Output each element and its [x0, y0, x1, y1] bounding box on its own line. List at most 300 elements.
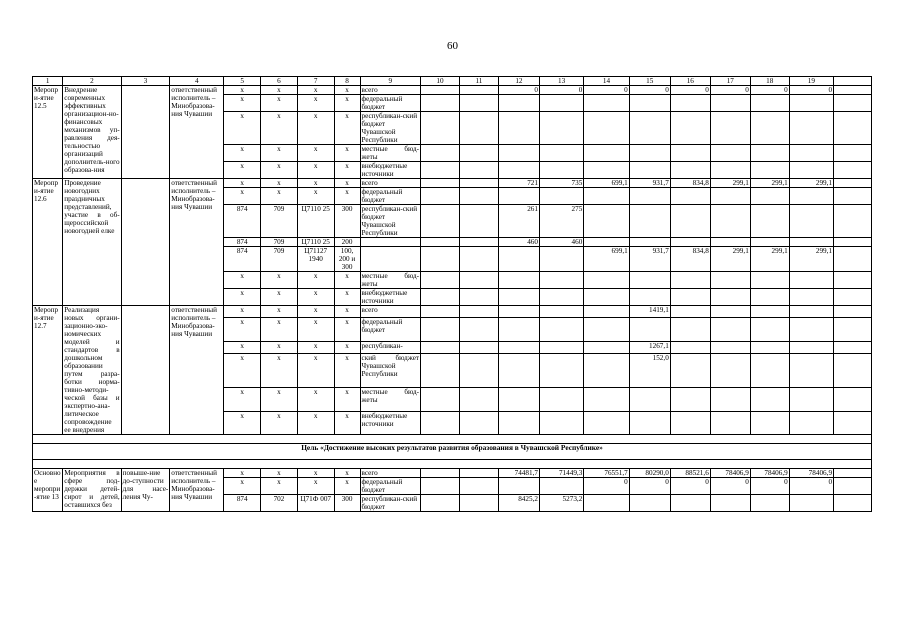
funding-source: [360, 247, 421, 272]
amount-col-13: [539, 354, 583, 388]
amount-col-13: 0: [539, 86, 583, 95]
column-number-11: 11: [459, 77, 498, 86]
column-extra: [834, 179, 872, 188]
amount-col-16: [670, 145, 710, 162]
funding-source: федеральный бюджет: [360, 478, 421, 495]
grbs-code: x: [224, 95, 261, 112]
amount-col-11: [459, 289, 498, 306]
measure-result: [121, 306, 170, 435]
amount-col-16: 0: [670, 478, 710, 495]
target-article: x: [297, 188, 334, 205]
amount-col-12: [498, 112, 539, 145]
column-number-5: 5: [224, 77, 261, 86]
amount-col-15: 0: [629, 478, 670, 495]
expense-type: x: [334, 306, 360, 318]
amount-col-14: [584, 411, 629, 434]
amount-col-19: [789, 272, 833, 289]
funding-source: федеральный бюджет: [360, 318, 421, 341]
amount-col-11: [459, 306, 498, 318]
amount-col-10: [421, 478, 460, 495]
column-extra: [834, 205, 872, 238]
grbs-code: x: [224, 341, 261, 353]
amount-col-19: [789, 495, 833, 512]
goal-row: [33, 444, 872, 460]
amount-col-15: 1267,1: [629, 341, 670, 353]
amount-col-11: [459, 205, 498, 238]
amount-col-10: [421, 318, 460, 341]
grbs-code: x: [224, 162, 261, 179]
grbs-code: x: [224, 272, 261, 289]
amount-col-13: [539, 95, 583, 112]
grbs-code: x: [224, 179, 261, 188]
measure-executor: ответственный исполнитель – Минобразова-ния Чувашии: [170, 306, 224, 435]
amount-col-14: [584, 95, 629, 112]
column-extra: [834, 495, 872, 512]
amount-col-18: [750, 411, 789, 434]
expense-type: x: [334, 86, 360, 95]
amount-col-11: [459, 188, 498, 205]
amount-col-19: [789, 306, 833, 318]
column-number-4: 4: [170, 77, 224, 86]
funding-source: всего: [360, 179, 421, 188]
amount-col-10: [421, 495, 460, 512]
target-article: Ц7110 25: [297, 205, 334, 238]
measure-result: повыше-ние до-ступности для насе-ления Чу-: [121, 469, 170, 512]
amount-col-16: 0: [670, 86, 710, 95]
amount-col-14: [584, 495, 629, 512]
amount-col-11: [459, 478, 498, 495]
expense-type: x: [334, 112, 360, 145]
funding-source: республикан-: [360, 341, 421, 353]
amount-col-14: 0: [584, 86, 629, 95]
column-number-9: 9: [360, 77, 421, 86]
target-article: x: [297, 112, 334, 145]
amount-col-19: [789, 388, 833, 411]
amount-col-10: [421, 341, 460, 353]
grbs-code: 874: [224, 495, 261, 512]
amount-col-14: [584, 145, 629, 162]
measure-result: [121, 179, 170, 306]
target-article: x: [297, 289, 334, 306]
column-number-8: 8: [334, 77, 360, 86]
section-code: 709: [261, 238, 298, 247]
column-number-13: 13: [539, 77, 583, 86]
section-code: x: [261, 388, 298, 411]
amount-col-14: 76551,7: [584, 469, 629, 478]
amount-col-19: [789, 318, 833, 341]
grbs-code: x: [224, 289, 261, 306]
target-article: x: [297, 306, 334, 318]
section-code: x: [261, 306, 298, 318]
amount-col-12: 74481,7: [498, 469, 539, 478]
amount-col-15: 931,7: [629, 247, 670, 272]
grbs-code: 874: [224, 205, 261, 238]
amount-col-16: [670, 341, 710, 353]
amount-col-10: [421, 247, 460, 272]
amount-col-17: 299,1: [710, 247, 750, 272]
amount-col-18: [750, 112, 789, 145]
amount-col-13: [539, 162, 583, 179]
amount-col-13: [539, 145, 583, 162]
amount-col-14: [584, 306, 629, 318]
amount-col-12: [498, 145, 539, 162]
amount-col-17: [710, 495, 750, 512]
amount-col-16: [670, 95, 710, 112]
funding-source: местные бюд-жеты: [361, 145, 420, 161]
amount-col-18: 299,1: [750, 247, 789, 272]
column-extra: [834, 469, 872, 478]
amount-col-19: 299,1: [789, 247, 833, 272]
expense-type: x: [334, 318, 360, 341]
amount-col-16: [670, 306, 710, 318]
amount-col-17: [710, 95, 750, 112]
amount-col-13: [539, 341, 583, 353]
amount-col-13: 460: [539, 238, 583, 247]
expense-type: x: [334, 179, 360, 188]
column-number-10: 10: [421, 77, 460, 86]
measure-code: Меропри-ятие 12.5: [33, 86, 63, 179]
amount-col-10: [421, 205, 460, 238]
amount-col-19: [789, 238, 833, 247]
expense-type: x: [334, 272, 360, 289]
amount-col-10: [421, 179, 460, 188]
amount-col-15: [629, 289, 670, 306]
amount-col-12: [498, 354, 539, 388]
amount-col-15: [629, 95, 670, 112]
target-article: x: [297, 318, 334, 341]
amount-col-16: [670, 411, 710, 434]
measure-executor: ответственный исполнитель – Минобразова-ния Чувашии: [170, 179, 224, 306]
target-article: x: [297, 179, 334, 188]
amount-col-12: 8425,2: [498, 495, 539, 512]
measure-code: Меропри-ятие 12.6: [33, 179, 63, 306]
expense-type: x: [334, 354, 360, 388]
target-article: x: [297, 341, 334, 353]
amount-col-15: [629, 272, 670, 289]
amount-col-12: 261: [498, 205, 539, 238]
funding-source: республикан-ский бюджет Чувашской Республики: [360, 205, 421, 238]
header-row: [33, 77, 872, 86]
amount-col-17: [710, 112, 750, 145]
section-code: x: [261, 341, 298, 353]
column-extra: [834, 95, 872, 112]
target-article: x: [297, 86, 334, 95]
amount-col-11: [459, 179, 498, 188]
column-number-6: 6: [261, 77, 298, 86]
amount-col-12: [498, 247, 539, 272]
column-number-3: 3: [121, 77, 170, 86]
amount-col-15: 152,0: [629, 354, 670, 388]
amount-col-10: [421, 95, 460, 112]
funding-source: местные бюд-жеты: [361, 272, 420, 288]
funding-source: всего: [360, 306, 421, 318]
target-article: x: [297, 354, 334, 388]
measure-result: [121, 86, 170, 179]
amount-col-13: [539, 272, 583, 289]
amount-col-11: [459, 469, 498, 478]
amount-col-19: [789, 112, 833, 145]
spacer-row: [33, 435, 872, 444]
amount-col-19: 0: [789, 86, 833, 95]
amount-col-16: 834,8: [670, 179, 710, 188]
amount-col-17: 0: [710, 86, 750, 95]
amount-col-11: [459, 162, 498, 179]
amount-col-17: [710, 162, 750, 179]
amount-col-12: [498, 306, 539, 318]
column-extra: [834, 289, 872, 306]
amount-col-10: [421, 188, 460, 205]
column-extra: [834, 411, 872, 434]
column-extra: [834, 318, 872, 341]
amount-col-16: 88521,6: [670, 469, 710, 478]
amount-col-18: [750, 145, 789, 162]
section-code: x: [261, 318, 298, 341]
amount-col-10: [421, 112, 460, 145]
amount-col-17: [710, 411, 750, 434]
amount-col-16: [670, 289, 710, 306]
target-article: x: [297, 478, 334, 495]
amount-col-18: [750, 162, 789, 179]
amount-col-10: [421, 306, 460, 318]
target-article: x: [297, 162, 334, 179]
amount-col-10: [421, 411, 460, 434]
column-number-16: 16: [670, 77, 710, 86]
amount-col-11: [459, 495, 498, 512]
amount-col-11: [459, 86, 498, 95]
section-code: x: [261, 272, 298, 289]
column-extra: [834, 238, 872, 247]
amount-col-13: [539, 188, 583, 205]
target-article: x: [297, 95, 334, 112]
amount-col-19: [789, 145, 833, 162]
amount-col-14: [584, 188, 629, 205]
funding-source: федеральный бюджет: [360, 188, 421, 205]
amount-col-18: [750, 205, 789, 238]
amount-col-13: [539, 388, 583, 411]
amount-col-19: 299,1: [789, 179, 833, 188]
amount-col-19: 0: [789, 478, 833, 495]
amount-col-12: 721: [498, 179, 539, 188]
measure-code: Основное меропри-ятие 13: [33, 469, 63, 512]
column-extra: [834, 112, 872, 145]
amount-col-15: 1419,1: [629, 306, 670, 318]
grbs-code: x: [224, 354, 261, 388]
amount-col-12: [498, 388, 539, 411]
amount-col-15: 931,7: [629, 179, 670, 188]
amount-col-15: [629, 388, 670, 411]
page-number: 60: [447, 40, 458, 52]
amount-col-15: 0: [629, 86, 670, 95]
column-number-18: 18: [750, 77, 789, 86]
amount-col-14: 699,1: [584, 247, 629, 272]
amount-col-13: [539, 289, 583, 306]
section-code: x: [261, 188, 298, 205]
column-extra: [834, 188, 872, 205]
amount-col-14: [584, 112, 629, 145]
amount-col-12: [498, 95, 539, 112]
amount-col-18: [750, 188, 789, 205]
measure-executor: ответственный исполнитель – Минобразова-ния Чувашии: [170, 469, 224, 512]
amount-col-15: [629, 205, 670, 238]
amount-col-18: [750, 289, 789, 306]
amount-col-11: [459, 388, 498, 411]
amount-col-11: [459, 95, 498, 112]
measure-executor: ответственный исполнитель – Минобразова-ния Чувашии: [170, 86, 224, 179]
grbs-code: x: [224, 112, 261, 145]
spacer-cell: [33, 460, 872, 469]
grbs-code: x: [224, 188, 261, 205]
amount-col-17: [710, 318, 750, 341]
column-number-12: 12: [498, 77, 539, 86]
amount-col-17: [710, 341, 750, 353]
amount-col-17: [710, 306, 750, 318]
column-number-17: 17: [710, 77, 750, 86]
amount-col-16: [670, 188, 710, 205]
column-number-14: 14: [584, 77, 629, 86]
column-number-19: 19: [789, 77, 833, 86]
column-number-15: 15: [629, 77, 670, 86]
section-code: x: [261, 478, 298, 495]
table-row: [33, 306, 872, 318]
target-article: x: [297, 145, 334, 162]
goal-title: Цель «Достижение высоких результатов развития образования в Чувашской Республике»: [33, 444, 872, 460]
amount-col-12: [498, 341, 539, 353]
amount-col-17: [710, 188, 750, 205]
amount-col-14: [584, 318, 629, 341]
amount-col-16: 834,8: [670, 247, 710, 272]
grbs-code: x: [224, 86, 261, 95]
expense-type: x: [334, 411, 360, 434]
amount-col-16: [670, 495, 710, 512]
amount-col-12: 0: [498, 86, 539, 95]
funding-source: [360, 238, 421, 247]
amount-col-15: [629, 162, 670, 179]
amount-col-13: [539, 112, 583, 145]
section-code: x: [261, 86, 298, 95]
amount-col-12: [498, 318, 539, 341]
amount-col-11: [459, 112, 498, 145]
amount-col-11: [459, 272, 498, 289]
amount-col-15: [629, 318, 670, 341]
amount-col-18: [750, 388, 789, 411]
section-code: x: [261, 162, 298, 179]
amount-col-13: [539, 411, 583, 434]
amount-col-18: [750, 238, 789, 247]
amount-col-19: [789, 162, 833, 179]
amount-col-18: 78406,9: [750, 469, 789, 478]
column-extra: [834, 145, 872, 162]
column-extra: [834, 272, 872, 289]
expense-type: x: [334, 289, 360, 306]
amount-col-10: [421, 162, 460, 179]
amount-col-13: [539, 478, 583, 495]
expense-type: x: [334, 478, 360, 495]
amount-col-13: [539, 247, 583, 272]
amount-col-17: 0: [710, 478, 750, 495]
expense-type: 300: [334, 495, 360, 512]
amount-col-18: [750, 272, 789, 289]
amount-col-15: 80290,0: [629, 469, 670, 478]
amount-col-14: [584, 272, 629, 289]
amount-col-10: [421, 272, 460, 289]
target-article: x: [297, 469, 334, 478]
amount-col-16: [670, 318, 710, 341]
amount-col-18: 299,1: [750, 179, 789, 188]
amount-col-10: [421, 145, 460, 162]
amount-col-11: [459, 238, 498, 247]
amount-col-18: [750, 495, 789, 512]
target-article: Ц71127 1940: [297, 247, 334, 272]
section-code: x: [261, 179, 298, 188]
spacer-row: [33, 460, 872, 469]
amount-col-11: [459, 411, 498, 434]
column-extra: [834, 388, 872, 411]
amount-col-10: [421, 238, 460, 247]
section-code: x: [261, 354, 298, 388]
amount-col-12: [498, 188, 539, 205]
amount-col-13: 735: [539, 179, 583, 188]
column-number-7: 7: [297, 77, 334, 86]
amount-col-17: [710, 205, 750, 238]
funding-source: республикан-ский бюджет: [360, 495, 421, 512]
funding-source: федеральный бюджет: [360, 95, 421, 112]
amount-col-17: [710, 272, 750, 289]
section-code: x: [261, 145, 298, 162]
amount-col-14: [584, 341, 629, 353]
section-code: x: [261, 95, 298, 112]
amount-col-10: [421, 469, 460, 478]
amount-col-11: [459, 341, 498, 353]
amount-col-16: [670, 205, 710, 238]
measure-name: Мероприятия в сфере под-держки детей-сирот и детей, оставшихся без: [63, 469, 121, 512]
amount-col-15: [629, 411, 670, 434]
column-number-1: 1: [33, 77, 63, 86]
grbs-code: x: [224, 469, 261, 478]
budget-table: [32, 76, 872, 512]
section-code: 709: [261, 205, 298, 238]
amount-col-16: [670, 354, 710, 388]
amount-col-17: [710, 238, 750, 247]
amount-col-15: [629, 188, 670, 205]
amount-col-17: [710, 354, 750, 388]
measure-name: Проведение новогодних праздничных представлений, участие в об-щероссийской новогодней елке: [63, 179, 121, 306]
section-code: x: [261, 289, 298, 306]
amount-col-18: [750, 354, 789, 388]
amount-col-12: [498, 411, 539, 434]
amount-col-19: 78406,9: [789, 469, 833, 478]
amount-col-16: [670, 388, 710, 411]
expense-type: x: [334, 145, 360, 162]
measure-code: Меропри-ятие 12.7: [33, 306, 63, 435]
section-code: 709: [261, 247, 298, 272]
column-extra: [834, 354, 872, 388]
section-code: x: [261, 469, 298, 478]
grbs-code: x: [224, 318, 261, 341]
amount-col-12: [498, 289, 539, 306]
amount-col-14: [584, 289, 629, 306]
column-extra: [834, 77, 872, 86]
amount-col-14: [584, 238, 629, 247]
amount-col-10: [421, 289, 460, 306]
amount-col-12: [498, 162, 539, 179]
amount-col-19: [789, 411, 833, 434]
expense-type: 300: [334, 205, 360, 238]
target-article: x: [297, 272, 334, 289]
column-extra: [834, 478, 872, 495]
amount-col-10: [421, 86, 460, 95]
amount-col-17: [710, 145, 750, 162]
amount-col-19: [789, 341, 833, 353]
